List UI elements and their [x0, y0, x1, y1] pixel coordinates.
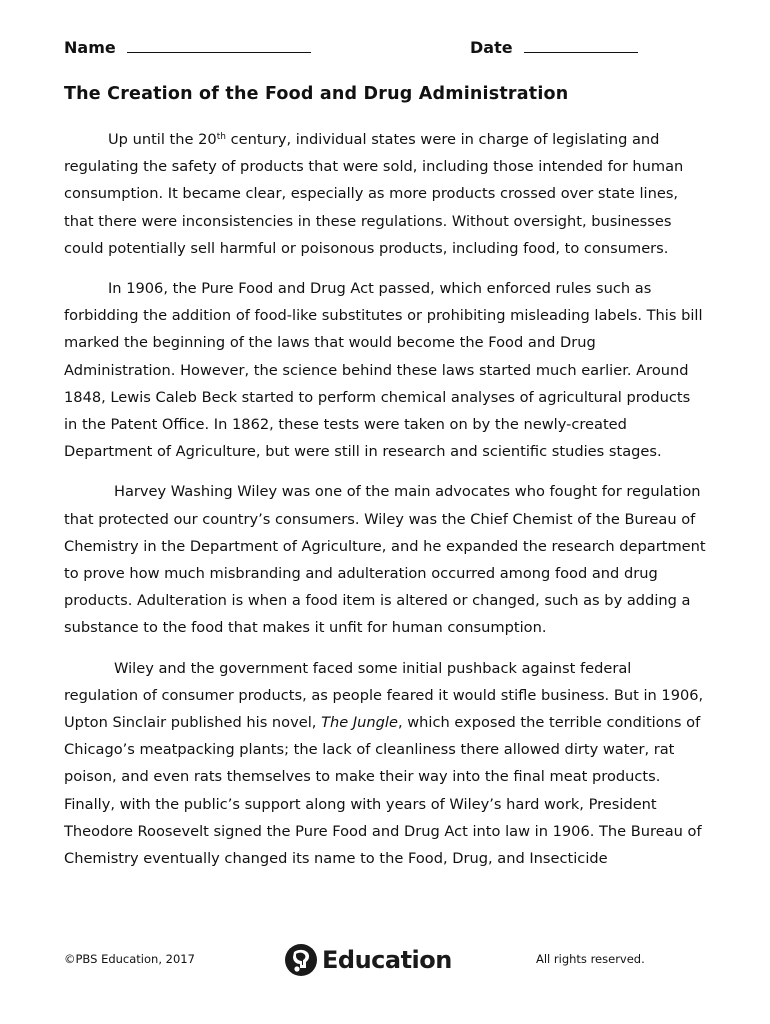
paragraph-4	[64, 655, 706, 873]
ordinal-superscript: th	[216, 132, 226, 142]
rights-text: All rights reserved.	[536, 952, 645, 966]
copyright-text: ©PBS Education, 2017	[64, 952, 195, 966]
pbs-education-logo	[284, 940, 452, 980]
book-title: The Jungle	[321, 714, 398, 732]
date-label: Date	[470, 38, 513, 57]
date-blank-line[interactable]	[524, 38, 638, 53]
pbs-head-icon	[284, 943, 318, 977]
name-label: Name	[64, 38, 116, 57]
name-field	[64, 38, 311, 57]
paragraph-2: In 1906, the Pure Food and Drug Act passed, which enforced rules such as forbidding the addition of food-like substitutes or prohibiting misleading labels. This bill marked the beginning of the laws that would become the Food and Drug Administration. However, the science behind these laws started much earlier. Around 1848, Lewis Caleb Beck started to perform chemical analyses of agricultural products in the Patent Office. In 1862, these tests were taken on by the newly-created Department of Agriculture, but were still in research and scientific studies stages.	[64, 280, 703, 461]
name-blank-line[interactable]	[127, 38, 311, 53]
worksheet-header	[64, 38, 684, 62]
paragraph-1	[64, 126, 706, 262]
paragraph-1-text-a: Up until the 20	[108, 131, 217, 148]
paragraph-4-text-a: Wiley and the government faced some initial pushback against federal regulation of consumer products, as people feared it would stifle business. But in 1906, Upton Sinclair published his novel,	[64, 659, 704, 732]
paragraph-4-text-b: , which exposed the terrible conditions of Chicago’s meatpacking plants; the lack of cleanliness there allowed dirty water, rat poison, and even rats themselves to make their way into the final meat products. Finally, with the public’s support along with years of Wiley’s hard work, President Theodore Roosevelt signed the Pure Food and Drug Act into law in 1906. The Bureau of Chemistry eventually changed its name to the Food, Drug, and Insecticide	[64, 714, 702, 868]
document-title: The Creation of the Food and Drug Administration	[64, 84, 569, 104]
article-body	[64, 126, 706, 885]
page-footer	[64, 940, 706, 980]
paragraph-1-text-b: century, individual states were in charge of legislating and regulating the safety of products that were sold, including those intended for human consumption. It became clear, especially as more products crossed over state lines, that there were inconsistencies in these regulations. Without oversight, businesses could potentially sell harmful or poisonous products, including food, to consumers.	[64, 131, 684, 257]
date-field	[470, 38, 638, 57]
logo-wordmark: Education	[322, 946, 452, 974]
paragraph-3: Harvey Washing Wiley was one of the main advocates who fought for regulation that protected our country’s consumers. Wiley was the Chief Chemist of the Bureau of Chemistry in the Department of Agriculture, and he expanded the research department to prove how much misbranding and adulteration occurred among food and drug products. Adulteration is when a food item is altered or changed, such as by adding a substance to the food that makes it unfit for human consumption.	[64, 483, 706, 637]
